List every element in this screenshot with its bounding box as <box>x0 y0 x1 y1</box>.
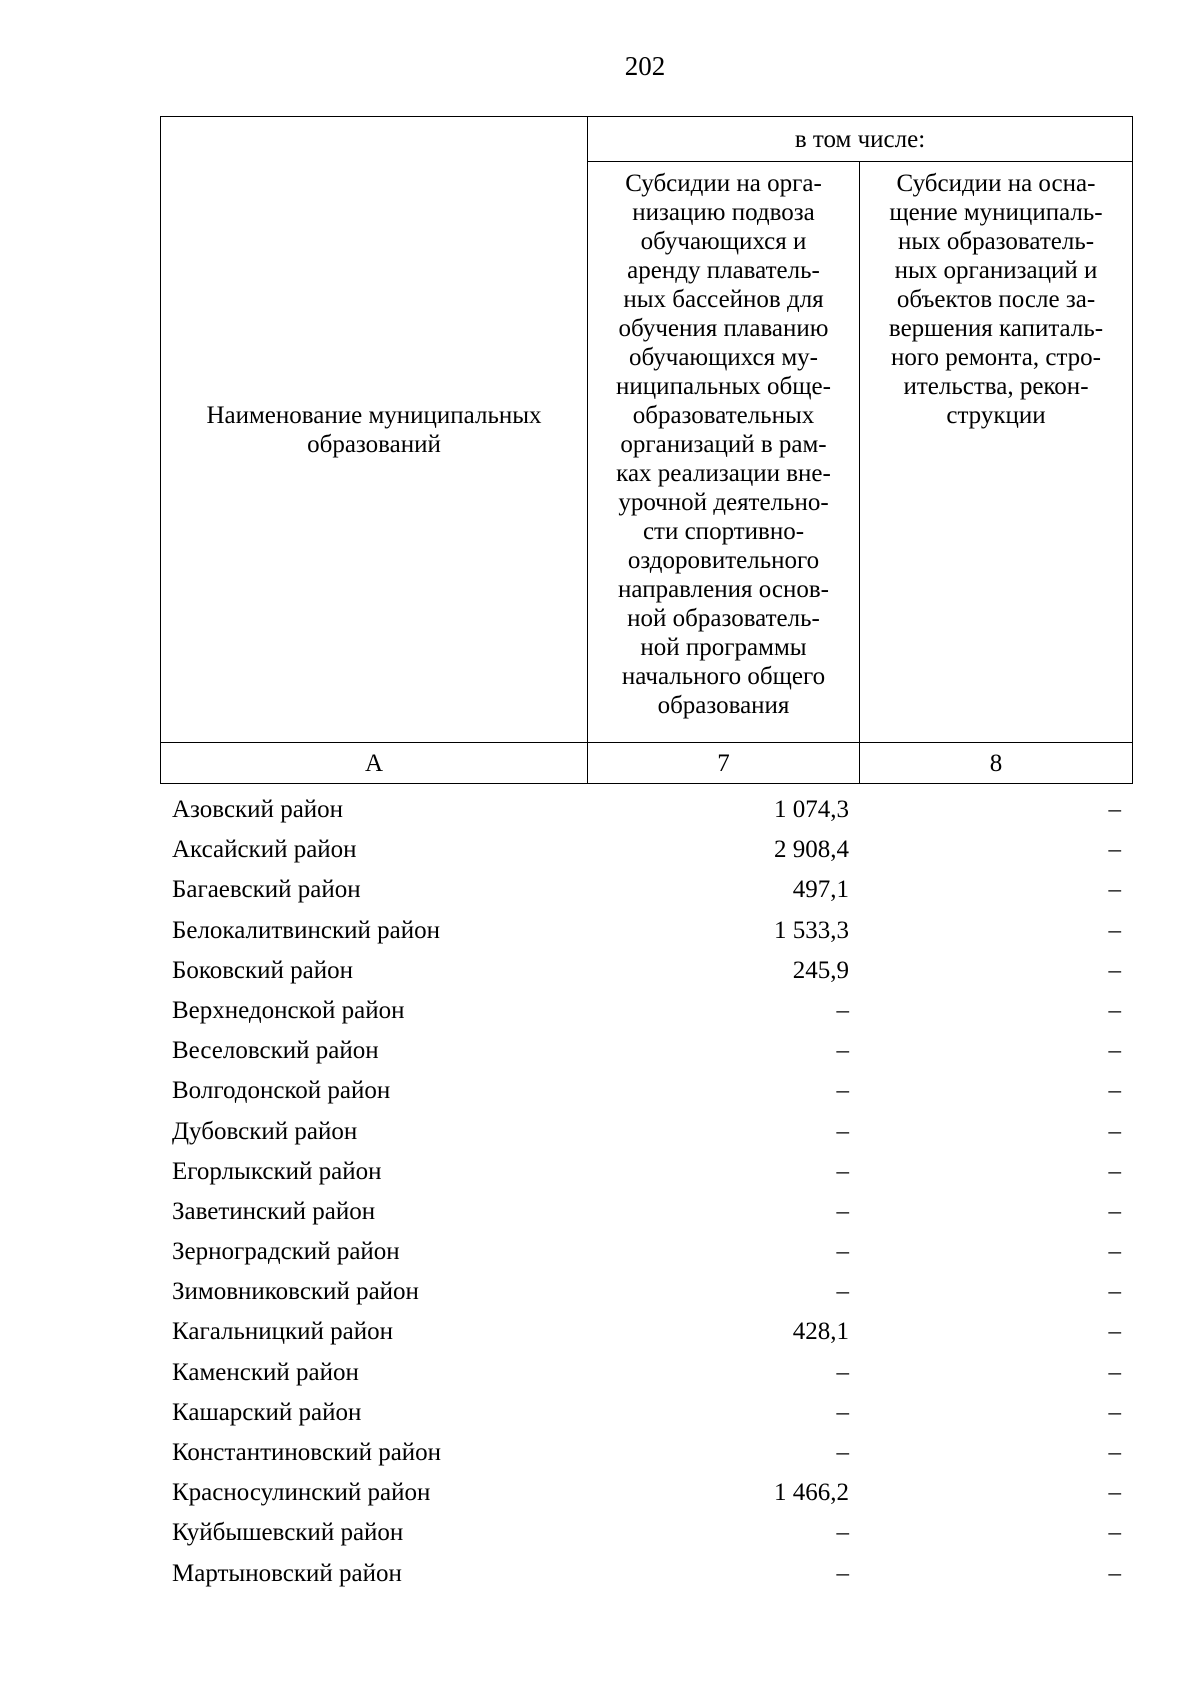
table-row <box>160 1513 1132 1553</box>
col7-value: – <box>836 1157 849 1185</box>
table-row <box>160 1272 1132 1312</box>
col8-value: – <box>1108 1398 1121 1426</box>
subsidy-table <box>160 116 1132 1594</box>
col7-value: 428,1 <box>792 1318 849 1346</box>
col8-value: – <box>1108 1117 1121 1145</box>
district-name: Кагальницкий район <box>172 1318 394 1346</box>
col8-value: – <box>1108 796 1121 823</box>
district-name: Дубовский район <box>172 1117 358 1145</box>
col8-value: – <box>1108 1358 1121 1386</box>
district-name: Волгодонской район <box>172 1077 391 1105</box>
table-row <box>160 870 1132 910</box>
district-name: Азовский район <box>172 796 344 823</box>
col8-value: – <box>1108 1278 1121 1306</box>
district-name: Боковский район <box>172 956 353 984</box>
col8-value: – <box>1108 956 1121 984</box>
col7-value: – <box>836 1398 849 1426</box>
col8-value: – <box>1108 1157 1121 1185</box>
district-name: Веселовский район <box>172 1037 379 1065</box>
district-name: Заветинский район <box>172 1197 376 1225</box>
col7-value: – <box>836 1278 849 1306</box>
col7-value: – <box>836 1077 849 1105</box>
col7-value: 1 466,2 <box>774 1479 849 1507</box>
table-row <box>160 991 1132 1031</box>
col7-value: – <box>836 1197 849 1225</box>
col8-value: – <box>1108 876 1121 904</box>
district-name: Зерноградский район <box>172 1238 400 1266</box>
table-row <box>160 790 1132 830</box>
col8-value: – <box>1108 1238 1121 1266</box>
header-index-a: А <box>161 743 588 784</box>
table-body <box>160 790 1132 1594</box>
district-name: Каменский район <box>172 1358 359 1386</box>
col7-value: – <box>836 1037 849 1065</box>
district-name: Белокалитвинский район <box>172 916 440 944</box>
table-row <box>160 1192 1132 1232</box>
col7-value: – <box>836 1117 849 1145</box>
table-row <box>160 1554 1132 1594</box>
header-col7-title: Субсидии на орга- низацию подвоза обучающихся и аренду плаватель- ных бассейнов для обучения плаванию обучающихся му- ниципальных обще- образовательных организаций в рам- ках реализации вне- урочной деятельно- сти спортивно- оздоровительного направления основ- ной образователь- ной программы начального общего образования <box>588 162 860 743</box>
col8-value: – <box>1108 916 1121 944</box>
header-index-8: 8 <box>860 743 1133 784</box>
district-name: Верхнедонской район <box>172 996 405 1024</box>
table-row <box>160 1473 1132 1513</box>
district-name: Куйбышевский район <box>172 1519 404 1547</box>
table-row <box>160 1152 1132 1192</box>
district-name: Мартыновский район <box>172 1559 402 1587</box>
table-row <box>160 830 1132 870</box>
col7-value: 1 074,3 <box>774 796 849 823</box>
header-group-label: в том числе: <box>588 117 1133 162</box>
col8-value: – <box>1108 1077 1121 1105</box>
col7-value: – <box>836 1358 849 1386</box>
header-index-7: 7 <box>588 743 860 784</box>
col8-value: – <box>1108 1197 1121 1225</box>
col7-value: – <box>836 1559 849 1587</box>
district-name: Зимовниковский район <box>172 1278 419 1306</box>
col8-value: – <box>1108 996 1121 1024</box>
col7-value: 245,9 <box>792 956 849 984</box>
col8-value: – <box>1108 1519 1121 1547</box>
table-row <box>160 1112 1132 1152</box>
table-row <box>160 1071 1132 1111</box>
col7-value: 1 533,3 <box>774 916 849 944</box>
table-row <box>160 1232 1132 1272</box>
table-row <box>160 1312 1132 1352</box>
col7-value: 497,1 <box>792 876 849 904</box>
table-row <box>160 911 1132 951</box>
district-name: Багаевский район <box>172 876 361 904</box>
col8-value: – <box>1108 1479 1121 1507</box>
col8-value: – <box>1108 1037 1121 1065</box>
table-header <box>160 116 1133 784</box>
col8-value: – <box>1108 1559 1121 1587</box>
col7-value: – <box>836 1439 849 1466</box>
col8-value: – <box>1108 836 1121 864</box>
col7-value: – <box>836 1238 849 1266</box>
table-row <box>160 951 1132 991</box>
table-row <box>160 1031 1132 1071</box>
header-col8-title: Субсидии на осна- щение муниципаль- ных образователь- ных организаций и объектов после за- вершения капиталь- ного ремонта, стро- ительства, рекон- струкции <box>860 162 1133 743</box>
district-name: Красносулинский район <box>172 1479 431 1507</box>
district-name: Егорлыкский район <box>172 1157 382 1185</box>
page-number: 202 <box>624 51 666 81</box>
col7-value: – <box>836 1519 849 1547</box>
col8-value: – <box>1108 1439 1121 1466</box>
col8-value: – <box>1108 1318 1121 1346</box>
col7-value: – <box>836 996 849 1024</box>
table-row <box>160 1433 1132 1473</box>
table-row <box>160 1353 1132 1393</box>
col7-value: 2 908,4 <box>774 836 849 864</box>
district-name: Константиновский район <box>172 1439 442 1466</box>
district-name: Кашарский район <box>172 1398 362 1426</box>
table-row <box>160 1393 1132 1433</box>
district-name: Аксайский район <box>172 836 357 864</box>
header-name-column: Наименование муниципальных образований <box>161 117 588 743</box>
